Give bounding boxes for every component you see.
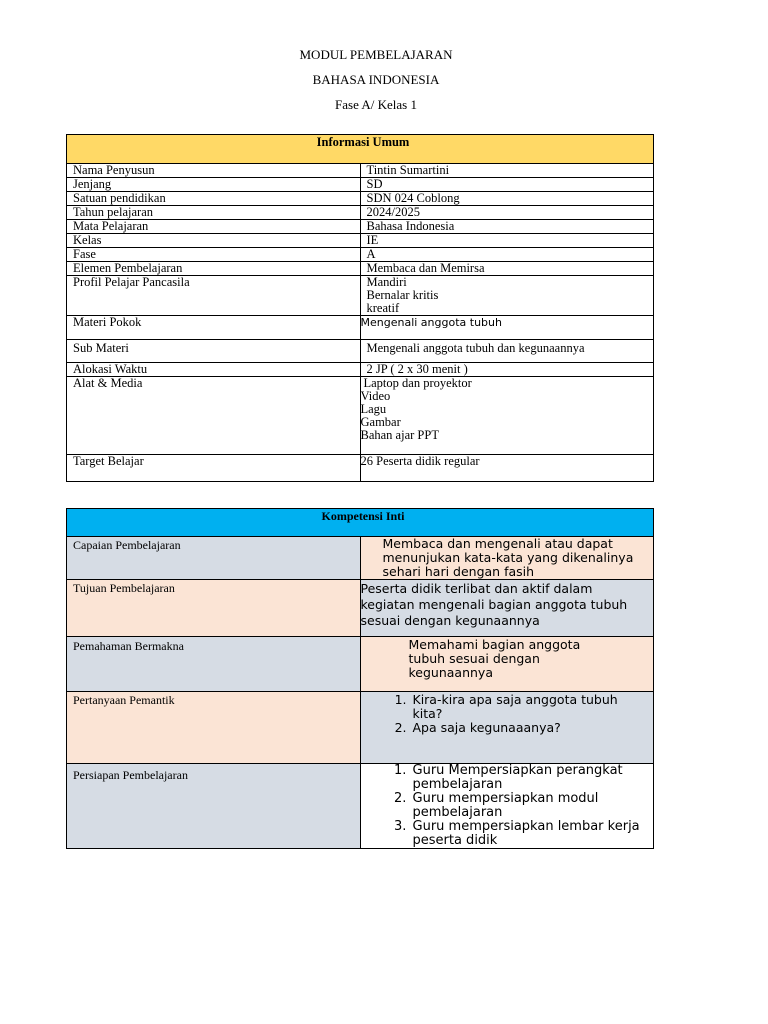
profil-item: kreatif [366,301,400,315]
row-value: IE [360,234,654,248]
alat-item: Gambar [360,415,401,429]
tujuan-line: Peserta didik terlibat dan aktif dalam [360,581,593,596]
document-subject: BAHASA INDONESIA [312,72,440,87]
kompetensi-inti-heading: Kompetensi Inti [67,509,654,537]
capaian-value [360,537,654,580]
persiapan-item: 2. Guru mempersiapkan modul pembelajaran [411,792,641,820]
informasi-umum-table [66,134,654,482]
row-value: Membaca dan Memirsa [360,262,654,276]
row-label: Nama Penyusun [67,164,361,178]
row-label: Fase [67,248,361,262]
materi-pokok-label: Materi Pokok [67,316,361,340]
sub-materi-value: Mengenali anggota tubuh dan kegunaannya [360,340,654,363]
informasi-umum-heading: Informasi Umum [67,135,654,164]
pemahaman-line: tubuh sesuai dengan [408,651,540,666]
row-label: Tahun pelajaran [67,206,361,220]
row-value: SD [360,178,654,192]
persiapan-value [360,764,654,849]
persiapan-item: 3. Guru mempersiapkan lembar kerja peserta didik [411,820,641,848]
persiapan-label: Persiapan Pembelajaran [67,764,361,849]
row-value: 2024/2025 [360,206,654,220]
pertanyaan-item: 1. Kira-kira apa saja anggota tubuh kita? [411,693,621,721]
alat-values [360,377,654,455]
sub-materi-label: Sub Materi [67,340,361,363]
row-label: Elemen Pembelajaran [67,262,361,276]
profil-item: Bernalar kritis [366,288,439,302]
tujuan-label: Tujuan Pembelajaran [67,580,361,637]
materi-pokok-value: Mengenali anggota tubuh [360,316,654,340]
alat-label: Alat & Media [67,377,361,455]
row-value: A [360,248,654,262]
capaian-line: Membaca dan mengenali atau dapat [382,536,613,551]
row-value: SDN 024 Coblong [360,192,654,206]
document-title: MODUL PEMBELAJARAN [299,47,453,62]
persiapan-item: 1. Guru Mempersiapkan perangkat pembelajaran [411,764,641,792]
tujuan-value [360,580,654,637]
row-label: Kelas [67,234,361,248]
profil-label: Profil Pelajar Pancasila [67,276,361,316]
alat-item: Video [360,389,391,403]
pemahaman-label: Pemahaman Bermakna [67,637,361,692]
row-label: Jenjang [67,178,361,192]
alat-item: Bahan ajar PPT [360,428,439,442]
tujuan-line: sesuai dengan kegunaannya [360,613,540,628]
capaian-line: menunjukan kata-kata yang dikenalinya [382,550,634,565]
document-phase: Fase A/ Kelas 1 [335,97,417,112]
profil-values [360,276,654,316]
kompetensi-inti-table [66,508,654,849]
target-label: Target Belajar [67,455,361,482]
row-label: Satuan pendidikan [67,192,361,206]
capaian-line: sehari hari dengan fasih [382,564,535,579]
alat-item: Laptop dan proyektor [363,376,472,390]
pemahaman-line: Memahami bagian anggota [408,637,581,652]
alat-item: Lagu [360,402,387,416]
pertanyaan-value [360,692,654,764]
alokasi-value: 2 JP ( 2 x 30 menit ) [360,363,654,377]
tujuan-line: kegiatan mengenali bagian anggota tubuh [360,597,628,612]
pertanyaan-item: 2. Apa saja kegunaaanya? [411,721,621,735]
row-value: Tintin Sumartini [360,164,654,178]
capaian-label: Capaian Pembelajaran [67,537,361,580]
row-label: Mata Pelajaran [67,220,361,234]
row-value: Bahasa Indonesia [360,220,654,234]
target-value: 26 Peserta didik regular [360,455,654,482]
pertanyaan-label: Pertanyaan Pemantik [67,692,361,764]
pemahaman-value [360,637,654,692]
alokasi-label: Alokasi Waktu [67,363,361,377]
pemahaman-line: kegunaannya [408,665,493,680]
profil-item: Mandiri [366,275,407,289]
